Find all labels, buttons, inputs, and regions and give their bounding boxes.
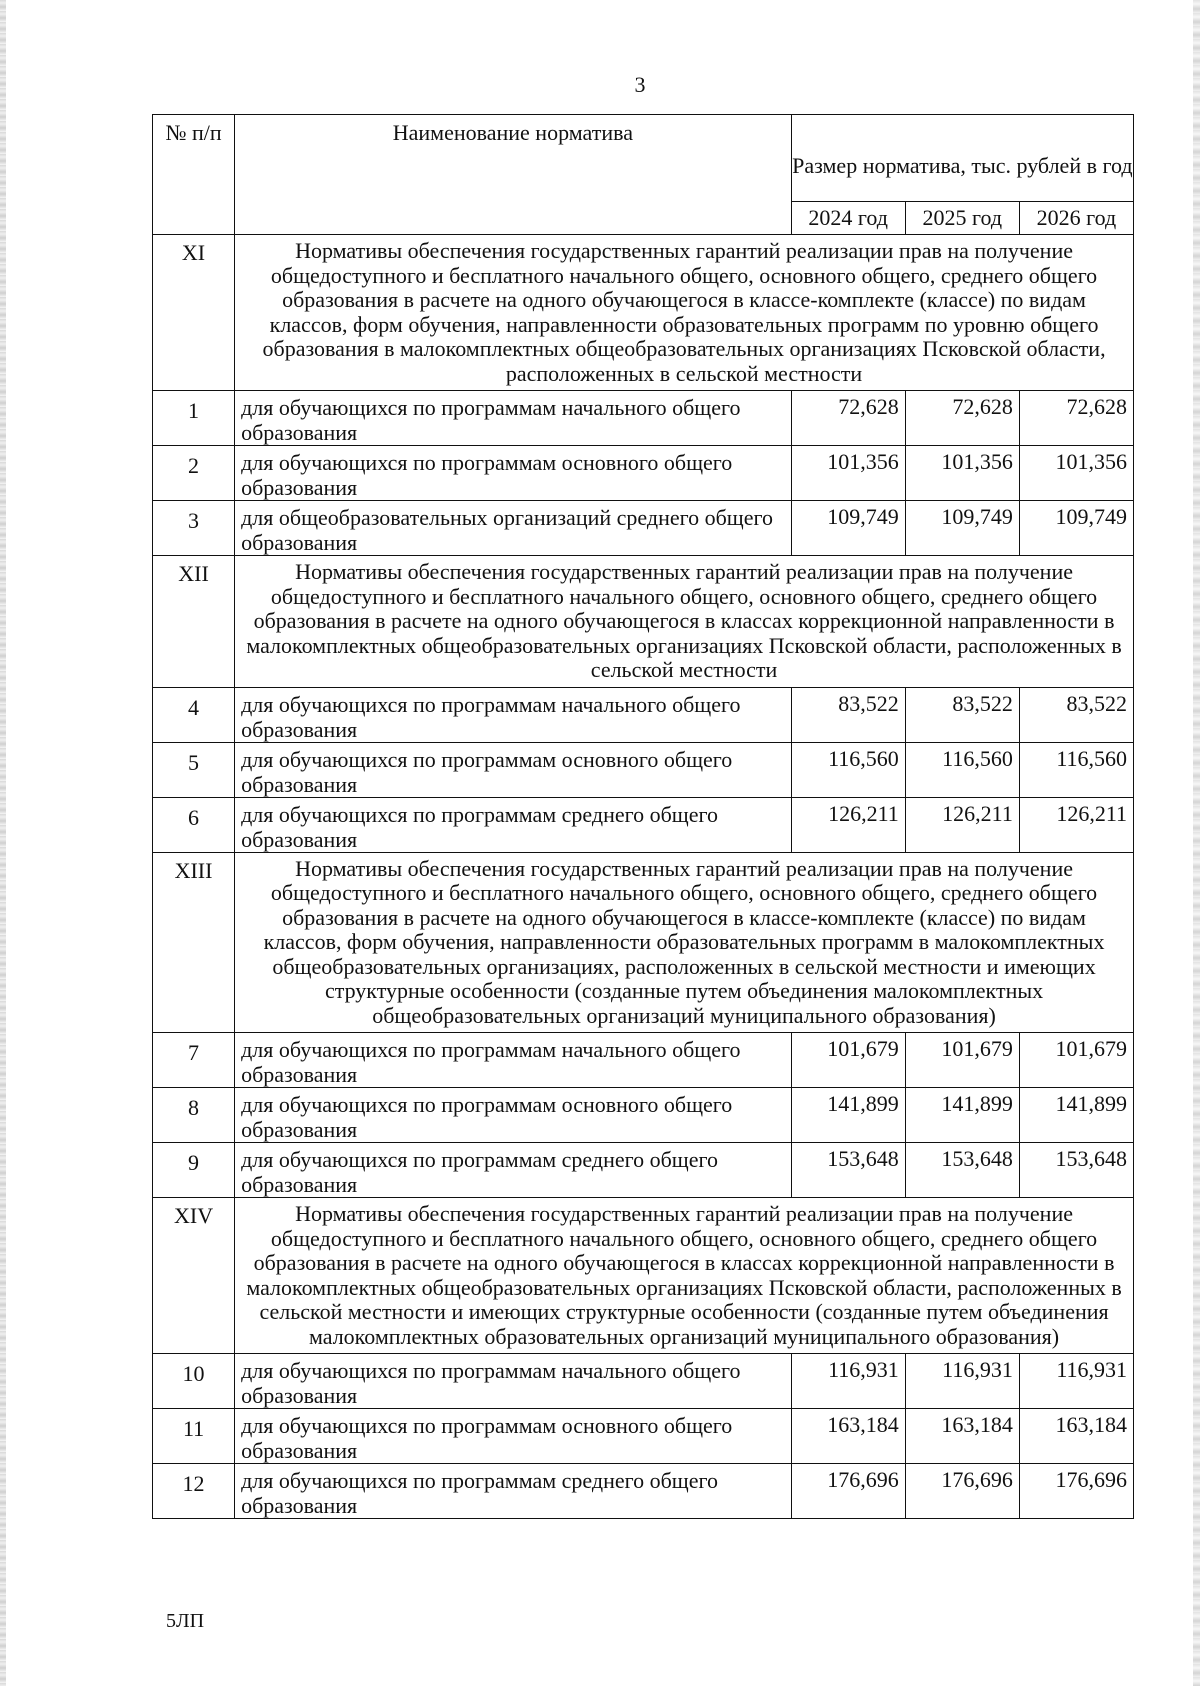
row-value-2025: 126,211	[905, 797, 1019, 852]
row-num: 6	[153, 797, 235, 852]
table-row	[153, 391, 1134, 446]
row-num: 5	[153, 742, 235, 797]
row-value-2024: 116,931	[791, 1354, 905, 1409]
row-value-2024: 109,749	[791, 501, 905, 556]
table-row	[153, 1033, 1134, 1088]
row-name: для обучающихся по программам основного общего образования	[235, 742, 792, 797]
row-value-2025: 72,628	[905, 391, 1019, 446]
row-num: 8	[153, 1088, 235, 1143]
footer-mark: 5ЛП	[166, 1610, 205, 1632]
row-num: 3	[153, 501, 235, 556]
row-value-2026: 101,679	[1019, 1033, 1133, 1088]
section-row	[153, 1198, 1134, 1354]
row-num: 11	[153, 1409, 235, 1464]
row-name: для обучающихся по программам начального общего образования	[235, 687, 792, 742]
header-year-2026: 2026 год	[1019, 202, 1133, 235]
row-num: 2	[153, 446, 235, 501]
section-num: XIII	[153, 852, 235, 1033]
row-value-2026: 163,184	[1019, 1409, 1133, 1464]
table-row	[153, 501, 1134, 556]
table-row	[153, 1143, 1134, 1198]
row-value-2025: 116,931	[905, 1354, 1019, 1409]
row-value-2026: 72,628	[1019, 391, 1133, 446]
row-value-2025: 83,522	[905, 687, 1019, 742]
row-num: 1	[153, 391, 235, 446]
row-name: для обучающихся по программам среднего общего образования	[235, 797, 792, 852]
table-row	[153, 1354, 1134, 1409]
row-value-2026: 141,899	[1019, 1088, 1133, 1143]
section-row	[153, 556, 1134, 688]
row-name: для обучающихся по программам основного общего образования	[235, 1409, 792, 1464]
row-name: для общеобразовательных организаций среднего общего образования	[235, 501, 792, 556]
row-value-2024: 116,560	[791, 742, 905, 797]
row-value-2024: 163,184	[791, 1409, 905, 1464]
header-num: № п/п	[153, 115, 235, 235]
row-num: 9	[153, 1143, 235, 1198]
section-row	[153, 852, 1134, 1033]
section-title: Нормативы обеспечения государственных гарантий реализации прав на получение общедоступного и бесплатного начального общего, основного общего, среднего общего образования в расчете на одного обучающегося в классах коррекционной направленности в малокомплектных общеобразовательных организациях Псковской области, расположенных в сельской местности и имеющих структурные особенности (созданные путем объединения малокомплектных образовательных организаций муниципального образования)	[235, 1198, 1134, 1354]
row-value-2024: 141,899	[791, 1088, 905, 1143]
row-num: 4	[153, 687, 235, 742]
row-name: для обучающихся по программам основного общего образования	[235, 1088, 792, 1143]
row-value-2026: 116,560	[1019, 742, 1133, 797]
row-value-2026: 126,211	[1019, 797, 1133, 852]
row-value-2026: 176,696	[1019, 1464, 1133, 1519]
section-num: XI	[153, 235, 235, 391]
row-value-2025: 163,184	[905, 1409, 1019, 1464]
row-name: для обучающихся по программам среднего общего образования	[235, 1143, 792, 1198]
header-year-2024: 2024 год	[791, 202, 905, 235]
row-name: для обучающихся по программам начального общего образования	[235, 1033, 792, 1088]
section-num: XII	[153, 556, 235, 688]
table-row	[153, 742, 1134, 797]
row-name: для обучающихся по программам основного общего образования	[235, 446, 792, 501]
row-value-2026: 116,931	[1019, 1354, 1133, 1409]
row-value-2024: 72,628	[791, 391, 905, 446]
row-num: 10	[153, 1354, 235, 1409]
header-size: Размер норматива, тыс. рублей в год	[791, 115, 1133, 202]
section-title: Нормативы обеспечения государственных гарантий реализации прав на получение общедоступного и бесплатного начального общего, основного общего, среднего общего образования в расчете на одного обучающегося в классах коррекционной направленности в малокомплектных общеобразовательных организациях Псковской области, расположенных в сельской местности	[235, 556, 1134, 688]
row-value-2024: 101,356	[791, 446, 905, 501]
row-value-2026: 101,356	[1019, 446, 1133, 501]
table-row	[153, 1088, 1134, 1143]
row-value-2025: 109,749	[905, 501, 1019, 556]
row-value-2025: 153,648	[905, 1143, 1019, 1198]
table-body	[153, 235, 1134, 1519]
row-value-2024: 101,679	[791, 1033, 905, 1088]
row-value-2024: 83,522	[791, 687, 905, 742]
row-value-2025: 141,899	[905, 1088, 1019, 1143]
table-row	[153, 1409, 1134, 1464]
row-value-2024: 126,211	[791, 797, 905, 852]
section-title: Нормативы обеспечения государственных гарантий реализации прав на получение общедоступного и бесплатного начального общего, основного общего, среднего общего образования в расчете на одного обучающегося в классе-комплекте (классе) по видам классов, форм обучения, направленности образовательных программ в малокомплектных общеобразовательных организациях, расположенных в сельской местности и имеющих структурные особенности (созданные путем объединения малокомплектных общеобразовательных организаций муниципального образования)	[235, 852, 1134, 1033]
row-name: для обучающихся по программам среднего общего образования	[235, 1464, 792, 1519]
scan-edge-right	[1193, 0, 1200, 1686]
row-value-2024: 176,696	[791, 1464, 905, 1519]
norms-table	[152, 114, 1134, 1519]
table-row	[153, 446, 1134, 501]
row-value-2026: 153,648	[1019, 1143, 1133, 1198]
row-name: для обучающихся по программам начального общего образования	[235, 1354, 792, 1409]
section-num: XIV	[153, 1198, 235, 1354]
row-num: 7	[153, 1033, 235, 1088]
row-value-2025: 101,679	[905, 1033, 1019, 1088]
table-row	[153, 1464, 1134, 1519]
table-row	[153, 687, 1134, 742]
page-number: 3	[634, 72, 646, 97]
row-value-2026: 109,749	[1019, 501, 1133, 556]
scan-edge-left	[0, 0, 6, 1686]
row-name: для обучающихся по программам начального общего образования	[235, 391, 792, 446]
section-title: Нормативы обеспечения государственных гарантий реализации прав на получение общедоступного и бесплатного начального общего, основного общего, среднего общего образования в расчете на одного обучающегося в классе-комплекте (классе) по видам классов, форм обучения, направленности образовательных программ по уровню общего образования в малокомплектных общеобразовательных организациях Псковской области, расположенных в сельской местности	[235, 235, 1134, 391]
row-value-2025: 176,696	[905, 1464, 1019, 1519]
header-year-2025: 2025 год	[905, 202, 1019, 235]
table-row	[153, 797, 1134, 852]
row-value-2025: 101,356	[905, 446, 1019, 501]
header-name: Наименование норматива	[235, 115, 792, 235]
row-value-2024: 153,648	[791, 1143, 905, 1198]
section-row	[153, 235, 1134, 391]
row-value-2025: 116,560	[905, 742, 1019, 797]
row-value-2026: 83,522	[1019, 687, 1133, 742]
row-num: 12	[153, 1464, 235, 1519]
